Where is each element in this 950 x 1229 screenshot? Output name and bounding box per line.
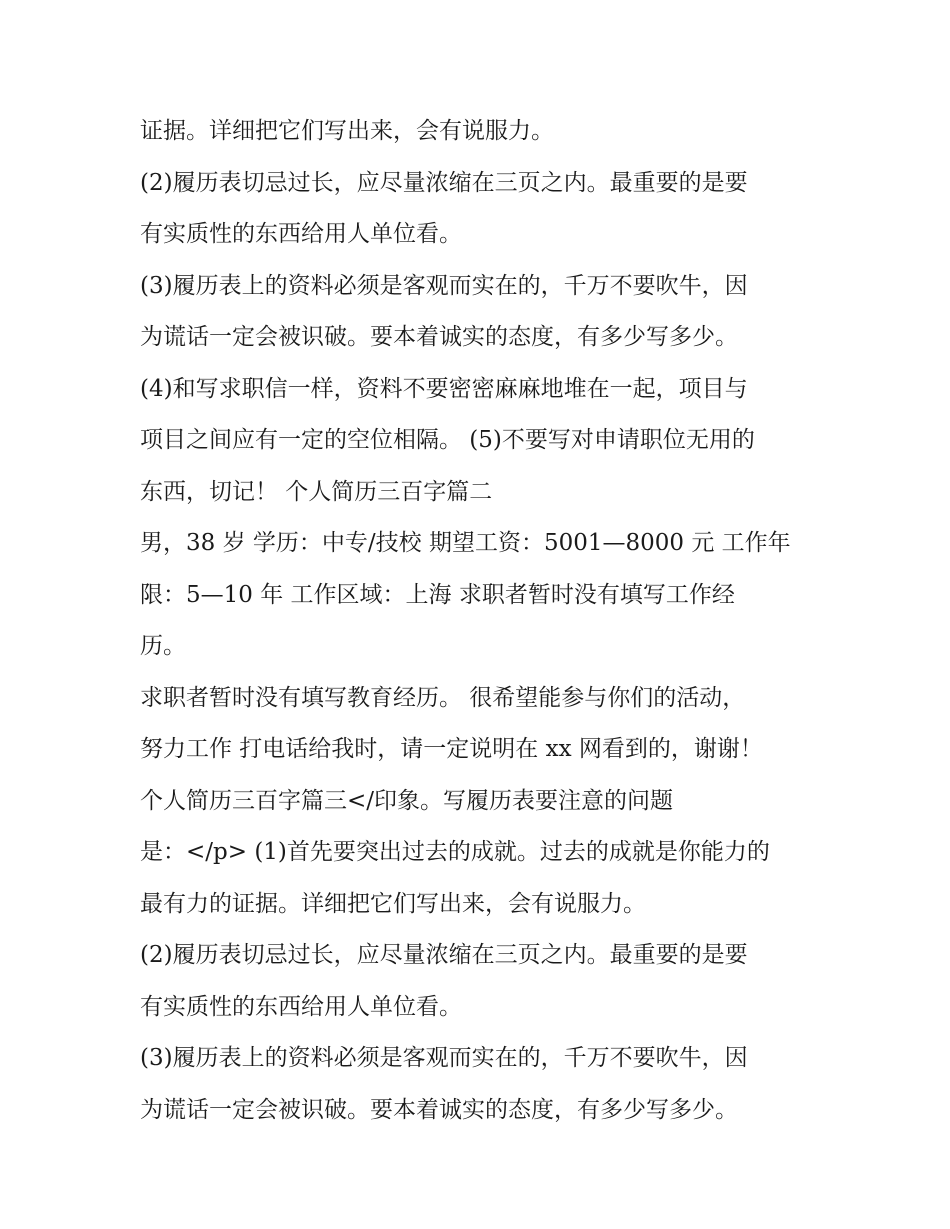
text-line: 求职者暂时没有填写教育经历。 很希望能参与你们的活动， <box>140 684 746 711</box>
text-line: (2)履历表切忌过长，应尽量浓缩在三页之内。最重要的是要 <box>140 942 748 968</box>
text-line: 历。 <box>140 633 186 659</box>
text-line: 有实质性的东西给用人单位看。 <box>140 221 462 247</box>
text-line: 为谎话一定会被识破。要本着诚实的态度，有多少写多少。 <box>140 324 738 350</box>
text-line: (3)履历表上的资料必须是客观而实在的，千万不要吹牛，因 <box>140 272 748 299</box>
text-line: 证据。详细把它们写出来，会有说服力。 <box>140 118 554 144</box>
text-line: 为谎话一定会被识破。要本着诚实的态度，有多少写多少。 <box>140 1096 738 1123</box>
text-line: (2)履历表切忌过长，应尽量浓缩在三页之内。最重要的是要 <box>140 169 748 196</box>
text-line: 个人简历三百字篇三</印象。写履历表要注意的问题 <box>140 787 674 814</box>
document-body <box>140 106 820 1136</box>
text-line: 东西，切记！ 个人简历三百字篇二 <box>140 478 493 505</box>
text-line: 限：5—10 年 工作区域：上海 求职者暂时没有填写工作经 <box>140 581 735 608</box>
text-line: 项目之间应有一定的空位相隔。 (5)不要写对申请职位无用的 <box>140 427 755 453</box>
text-line: 最有力的证据。详细把它们写出来，会有说服力。 <box>140 890 646 917</box>
text-line: (3)履历表上的资料必须是客观而实在的，千万不要吹牛，因 <box>140 1045 748 1071</box>
text-line: 有实质性的东西给用人单位看。 <box>140 993 462 1020</box>
text-line: 努力工作 打电话给我时，请一定说明在 xx 网看到的，谢谢！ <box>140 736 763 762</box>
text-line: 是：</p> (1)首先要突出过去的成就。过去的成就是你能力的 <box>140 839 770 865</box>
text-line: 男，38 岁 学历：中专/技校 期望工资：5001—8000 元 工作年 <box>140 530 791 556</box>
text-line: (4)和写求职信一样，资料不要密密麻麻地堆在一起，项目与 <box>140 375 748 402</box>
